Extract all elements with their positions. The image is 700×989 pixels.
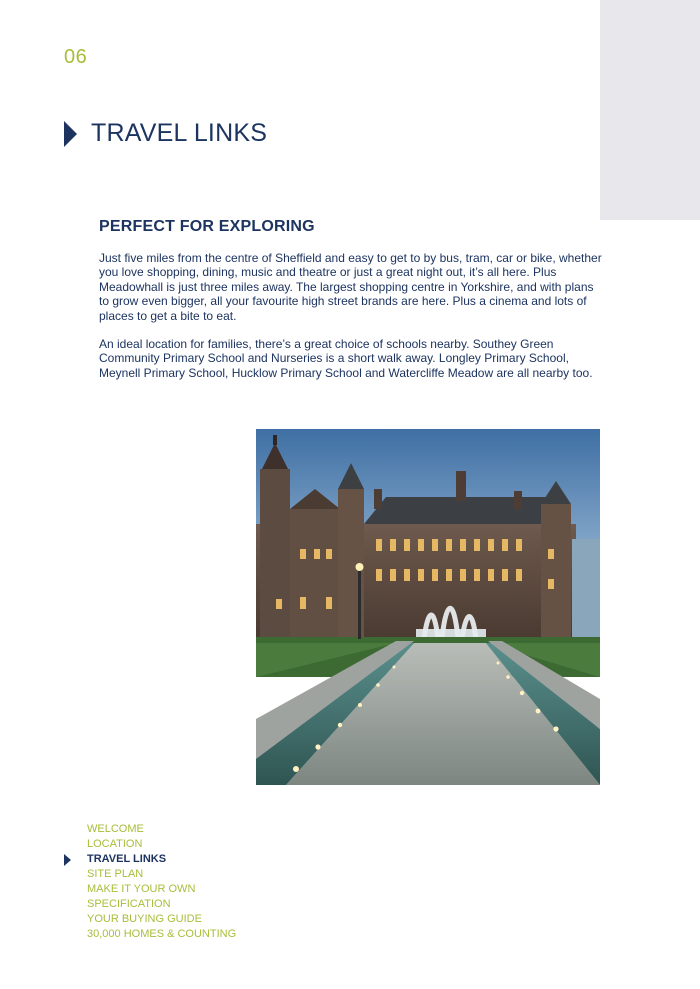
nav-item-welcome[interactable] — [64, 822, 236, 837]
nav-label: TRAVEL LINKS — [87, 853, 167, 865]
nav-label: LOCATION — [87, 838, 143, 850]
paragraph-schools: An ideal location for families, there’s a great choice of schools nearby. Southey Green Community Primary School and Nurseries is a short walk away. Longley Primary School, Meynell Primary School, Hucklow Primary School and Watercliffe Meadow are all nearby too. — [99, 337, 593, 380]
heading-arrow-icon — [64, 121, 77, 147]
nav-item-specification[interactable] — [64, 897, 236, 912]
paragraph-shopping: Just five miles from the centre of Sheffield and easy to get to by bus, tram, car or bike, whether you love shopping, dining, music and theatre or just a great night out, it’s all here. Plus Meadowhall is just three miles away. The largest shopping centre in Yorkshire, and with plans to grow even bigger, all your favourite high street brands are here. Plus a cinema and lots of places to get a bite to eat. — [99, 251, 602, 323]
nav-label: YOUR BUYING GUIDE — [87, 913, 202, 925]
sheffield-town-hall-photo — [256, 429, 600, 785]
nav-item-buying-guide[interactable] — [64, 912, 236, 927]
nav-label: SITE PLAN — [87, 868, 144, 880]
corner-decoration — [600, 0, 700, 220]
nav-label: WELCOME — [87, 823, 144, 835]
current-section-arrow-icon — [64, 854, 71, 866]
nav-item-site-plan[interactable] — [64, 867, 236, 882]
nav-item-make-it-your-own[interactable] — [64, 882, 236, 897]
content-block — [99, 218, 604, 394]
nav-item-location[interactable] — [64, 837, 236, 852]
nav-label: SPECIFICATION — [87, 898, 171, 910]
nav-item-30000-homes[interactable] — [64, 927, 236, 942]
page-number: 06 — [64, 46, 88, 68]
section-heading — [64, 119, 267, 148]
section-title: TRAVEL LINKS — [91, 119, 268, 147]
nav-item-travel-links[interactable] — [64, 852, 236, 867]
content-subheading: PERFECT FOR EXPLORING — [99, 218, 315, 235]
section-nav — [64, 822, 236, 942]
nav-label: MAKE IT YOUR OWN — [87, 883, 196, 895]
nav-label: 30,000 HOMES & COUNTING — [87, 928, 237, 940]
